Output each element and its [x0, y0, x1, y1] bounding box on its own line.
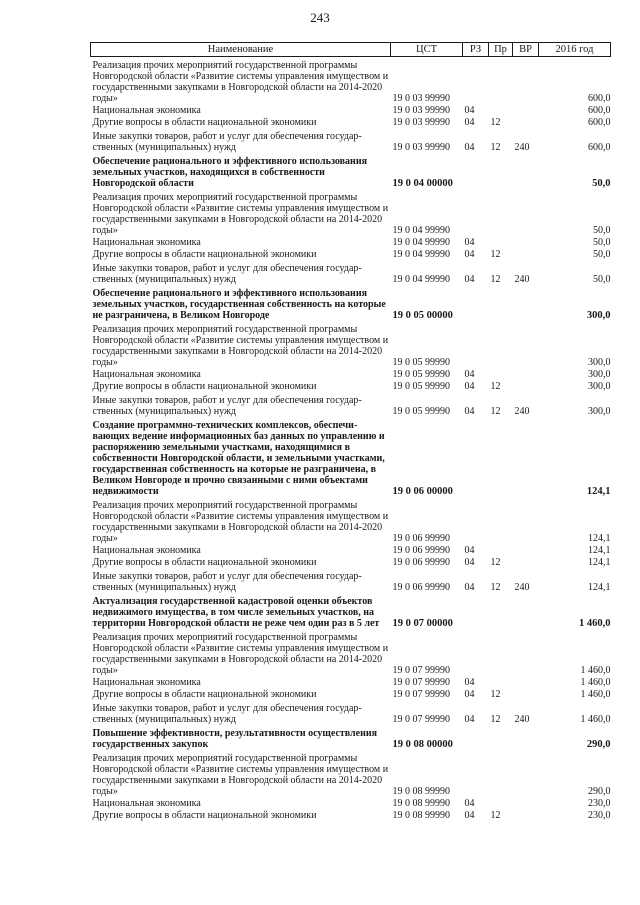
- row-vr: [513, 285, 539, 321]
- table-row: [91, 809, 611, 821]
- row-pr: [489, 797, 513, 809]
- table-row: [91, 380, 611, 392]
- row-name: Другие вопросы в области национальной экономики: [92, 810, 317, 821]
- row-amount: 124,1: [588, 582, 611, 593]
- row-name: Иные закупки товаров, работ и услуг для обеспечения государственных (муниципальных) нужд: [92, 703, 362, 725]
- row-vr: [513, 556, 539, 568]
- table-header: [91, 43, 611, 57]
- row-cst: 19 0 03 99990: [392, 142, 450, 153]
- table-row: [91, 321, 611, 368]
- row-cst: 19 0 05 00000: [392, 310, 453, 321]
- row-pr: [489, 368, 513, 380]
- row-pr: [489, 676, 513, 688]
- row-amount: 230,0: [588, 810, 611, 821]
- header-cst: ЦСТ: [391, 43, 463, 57]
- row-pr: 12: [490, 381, 501, 392]
- row-cst: 19 0 03 99990: [392, 93, 450, 104]
- row-amount: 1 460,0: [580, 677, 611, 688]
- row-amount: 230,0: [588, 798, 611, 809]
- row-pr: [489, 750, 513, 797]
- row-rz: 04: [464, 381, 475, 392]
- row-rz: [463, 321, 489, 368]
- row-vr: 240: [514, 714, 530, 725]
- row-pr: [489, 593, 513, 629]
- row-cst: 19 0 05 99990: [392, 381, 450, 392]
- row-name: Другие вопросы в области национальной экономики: [92, 557, 317, 568]
- row-pr: 12: [490, 714, 501, 725]
- row-cst: 19 0 06 00000: [392, 486, 453, 497]
- row-rz: 04: [464, 545, 475, 556]
- row-pr: [489, 725, 513, 750]
- row-vr: [513, 104, 539, 116]
- row-name: Повышение эффективности, результативности осуществления государственных закупок: [92, 728, 378, 750]
- row-name: Иные закупки товаров, работ и услуг для обеспечения государственных (муниципальных) нужд: [92, 395, 362, 417]
- row-vr: [513, 248, 539, 260]
- row-pr: 12: [490, 142, 501, 153]
- row-rz: 04: [464, 714, 475, 725]
- row-pr: 12: [490, 689, 501, 700]
- row-amount: 50,0: [593, 225, 611, 236]
- row-name: Другие вопросы в области национальной экономики: [92, 381, 317, 392]
- row-pr: [489, 153, 513, 189]
- row-name: Актуализация государственной кадастровой оценки объектов недвижимого имущества, в том числе земельных участков, на территории Новгородской области не реже чем один раз в 5 лет: [92, 596, 380, 629]
- row-name: Национальная экономика: [92, 677, 201, 688]
- row-vr: [513, 750, 539, 797]
- row-amount: 124,1: [588, 545, 611, 556]
- row-name: Другие вопросы в области национальной экономики: [92, 117, 317, 128]
- table-row: [91, 797, 611, 809]
- row-cst: 19 0 07 99990: [392, 677, 450, 688]
- row-amount: 600,0: [588, 142, 611, 153]
- row-cst: 19 0 04 99990: [392, 274, 450, 285]
- row-vr: [513, 189, 539, 236]
- row-rz: 04: [464, 117, 475, 128]
- row-pr: 12: [490, 582, 501, 593]
- row-amount: 600,0: [588, 117, 611, 128]
- row-cst: 19 0 04 99990: [392, 249, 450, 260]
- row-cst: 19 0 03 99990: [392, 117, 450, 128]
- table-row: [91, 260, 611, 285]
- row-pr: [489, 544, 513, 556]
- row-vr: [513, 593, 539, 629]
- row-amount: 290,0: [586, 739, 611, 750]
- table-row: [91, 248, 611, 260]
- row-cst: 19 0 05 99990: [392, 369, 450, 380]
- row-pr: [489, 189, 513, 236]
- row-amount: 50,0: [593, 274, 611, 285]
- table-row: [91, 417, 611, 497]
- row-amount: 300,0: [588, 406, 611, 417]
- page-number: 243: [310, 10, 330, 25]
- table-row: [91, 153, 611, 189]
- row-cst: 19 0 08 00000: [392, 739, 453, 750]
- row-pr: 12: [490, 117, 501, 128]
- table-row: [91, 116, 611, 128]
- row-amount: 124,1: [588, 557, 611, 568]
- row-name: Реализация прочих мероприятий государственной программы Новгородской области «Развитие системы управления имуществом и государственными закупками в Новгородской области на 2014-2020 годы»: [92, 192, 389, 236]
- row-name: Национальная экономика: [92, 798, 201, 809]
- row-vr: [513, 116, 539, 128]
- row-name: Обеспечение рационального и эффективного использования земельных участков, государственная собственность на которые не разграничена, в Великом Новгороде: [92, 288, 386, 321]
- row-rz: 04: [464, 105, 475, 116]
- row-amount: 290,0: [588, 786, 611, 797]
- row-rz: 04: [464, 582, 475, 593]
- row-pr: [489, 57, 513, 105]
- row-rz: 04: [464, 274, 475, 285]
- row-rz: [463, 153, 489, 189]
- row-vr: [513, 629, 539, 676]
- row-rz: [463, 189, 489, 236]
- row-cst: 19 0 06 99990: [392, 533, 450, 544]
- row-vr: 240: [514, 582, 530, 593]
- row-name: Реализация прочих мероприятий государственной программы Новгородской области «Развитие системы управления имуществом и государственными закупками в Новгородской области на 2014-2020 годы»: [92, 632, 389, 676]
- row-rz: 04: [464, 798, 475, 809]
- row-pr: 12: [490, 406, 501, 417]
- row-name: Иные закупки товаров, работ и услуг для обеспечения государственных (муниципальных) нужд: [92, 131, 362, 153]
- row-pr: 12: [490, 810, 501, 821]
- row-pr: [489, 629, 513, 676]
- row-vr: [513, 236, 539, 248]
- row-name: Реализация прочих мероприятий государственной программы Новгородской области «Развитие системы управления имуществом и государственными закупками в Новгородской области на 2014-2020 годы»: [92, 324, 389, 368]
- row-vr: [513, 380, 539, 392]
- row-vr: 240: [514, 406, 530, 417]
- header-rz: РЗ: [463, 43, 489, 57]
- row-name: Иные закупки товаров, работ и услуг для обеспечения государственных (муниципальных) нужд: [92, 571, 362, 593]
- header-vr: ВР: [513, 43, 539, 57]
- row-name: Другие вопросы в области национальной экономики: [92, 249, 317, 260]
- row-amount: 50,0: [592, 178, 611, 189]
- row-rz: [463, 497, 489, 544]
- row-cst: 19 0 06 99990: [392, 582, 450, 593]
- row-cst: 19 0 07 00000: [392, 618, 453, 629]
- row-amount: 50,0: [593, 237, 611, 248]
- row-rz: 04: [464, 249, 475, 260]
- table-row: [91, 57, 611, 105]
- row-cst: 19 0 04 00000: [392, 178, 453, 189]
- row-vr: [513, 417, 539, 497]
- row-pr: [489, 321, 513, 368]
- row-cst: 19 0 08 99990: [392, 786, 450, 797]
- row-amount: 1 460,0: [580, 665, 611, 676]
- row-vr: [513, 725, 539, 750]
- row-vr: 240: [514, 142, 530, 153]
- row-name: Национальная экономика: [92, 545, 201, 556]
- table-row: [91, 392, 611, 417]
- row-cst: 19 0 04 99990: [392, 225, 450, 236]
- row-amount: 1 460,0: [580, 714, 611, 725]
- row-name: Национальная экономика: [92, 369, 201, 380]
- row-amount: 300,0: [588, 381, 611, 392]
- row-rz: 04: [464, 142, 475, 153]
- row-rz: 04: [464, 689, 475, 700]
- row-rz: [463, 285, 489, 321]
- header-year: 2016 год: [539, 43, 611, 57]
- table-row: [91, 497, 611, 544]
- row-amount: 1 460,0: [579, 618, 611, 629]
- row-cst: 19 0 05 99990: [392, 357, 450, 368]
- row-cst: 19 0 06 99990: [392, 557, 450, 568]
- row-vr: [513, 797, 539, 809]
- row-rz: 04: [464, 237, 475, 248]
- table-row: [91, 688, 611, 700]
- row-cst: 19 0 05 99990: [392, 406, 450, 417]
- table-row: [91, 104, 611, 116]
- table-row: [91, 368, 611, 380]
- row-name: Другие вопросы в области национальной экономики: [92, 689, 317, 700]
- row-vr: [513, 676, 539, 688]
- row-pr: 12: [490, 274, 501, 285]
- row-amount: 300,0: [586, 310, 611, 321]
- row-pr: [489, 104, 513, 116]
- row-amount: 600,0: [588, 93, 611, 104]
- table-row: [91, 700, 611, 725]
- header-name: Наименование: [91, 43, 391, 57]
- row-vr: [513, 57, 539, 105]
- row-pr: [489, 236, 513, 248]
- budget-table: [90, 42, 611, 821]
- row-rz: 04: [464, 810, 475, 821]
- row-rz: [463, 629, 489, 676]
- header-pr: Пр: [489, 43, 513, 57]
- row-pr: [489, 417, 513, 497]
- row-cst: 19 0 06 99990: [392, 545, 450, 556]
- table-row: [91, 189, 611, 236]
- row-rz: 04: [464, 677, 475, 688]
- row-name: Национальная экономика: [92, 105, 201, 116]
- row-pr: [489, 497, 513, 544]
- row-amount: 600,0: [588, 105, 611, 116]
- row-vr: [513, 544, 539, 556]
- table-row: [91, 544, 611, 556]
- row-cst: 19 0 04 99990: [392, 237, 450, 248]
- row-name: Обеспечение рационального и эффективного использования земельных участков, находящихся в собственности Новгородской области: [92, 156, 367, 189]
- row-rz: [463, 593, 489, 629]
- row-name: Реализация прочих мероприятий государственной программы Новгородской области «Развитие системы управления имуществом и государственными закупками в Новгородской области на 2014-2020 годы»: [92, 753, 389, 797]
- row-vr: [513, 321, 539, 368]
- row-pr: 12: [490, 249, 501, 260]
- row-amount: 124,1: [588, 533, 611, 544]
- row-name: Реализация прочих мероприятий государственной программы Новгородской области «Развитие системы управления имуществом и государственными закупками в Новгородской области на 2014-2020 годы»: [92, 500, 389, 544]
- row-cst: 19 0 08 99990: [392, 798, 450, 809]
- row-amount: 300,0: [588, 369, 611, 380]
- row-rz: [463, 57, 489, 105]
- row-cst: 19 0 07 99990: [392, 689, 450, 700]
- row-cst: 19 0 07 99990: [392, 665, 450, 676]
- row-name: Национальная экономика: [92, 237, 201, 248]
- table-row: [91, 725, 611, 750]
- table-row: [91, 285, 611, 321]
- row-amount: 124,1: [586, 486, 611, 497]
- row-cst: 19 0 03 99990: [392, 105, 450, 116]
- row-rz: [463, 417, 489, 497]
- row-vr: [513, 688, 539, 700]
- row-amount: 50,0: [593, 249, 611, 260]
- row-amount: 300,0: [588, 357, 611, 368]
- row-pr: 12: [490, 557, 501, 568]
- row-cst: 19 0 07 99990: [392, 714, 450, 725]
- row-name: Создание программно-технических комплексов, обеспечивающих ведение информационных баз данных по управлению и распоряжению земельными участками, находящимися в собственности Новгородской области, и земельными участками, государственная собственность на которые не разграничена, в Великом Новгороде и прочно связанными с ними объектами недвижимости: [92, 420, 385, 497]
- table-row: [91, 568, 611, 593]
- row-rz: [463, 750, 489, 797]
- row-rz: 04: [464, 557, 475, 568]
- row-amount: 1 460,0: [580, 689, 611, 700]
- table-row: [91, 236, 611, 248]
- table-row: [91, 128, 611, 153]
- table-body: [91, 57, 611, 822]
- row-pr: [489, 285, 513, 321]
- row-name: Иные закупки товаров, работ и услуг для обеспечения государственных (муниципальных) нужд: [92, 263, 362, 285]
- table-row: [91, 750, 611, 797]
- table-row: [91, 629, 611, 676]
- row-rz: 04: [464, 406, 475, 417]
- row-rz: 04: [464, 369, 475, 380]
- row-vr: [513, 153, 539, 189]
- row-cst: 19 0 08 99990: [392, 810, 450, 821]
- row-vr: [513, 497, 539, 544]
- row-vr: [513, 809, 539, 821]
- table-row: [91, 556, 611, 568]
- table-row: [91, 593, 611, 629]
- row-rz: [463, 725, 489, 750]
- row-vr: 240: [514, 274, 530, 285]
- row-name: Реализация прочих мероприятий государственной программы Новгородской области «Развитие системы управления имуществом и государственными закупками в Новгородской области на 2014-2020 годы»: [92, 60, 389, 104]
- table-row: [91, 676, 611, 688]
- row-vr: [513, 368, 539, 380]
